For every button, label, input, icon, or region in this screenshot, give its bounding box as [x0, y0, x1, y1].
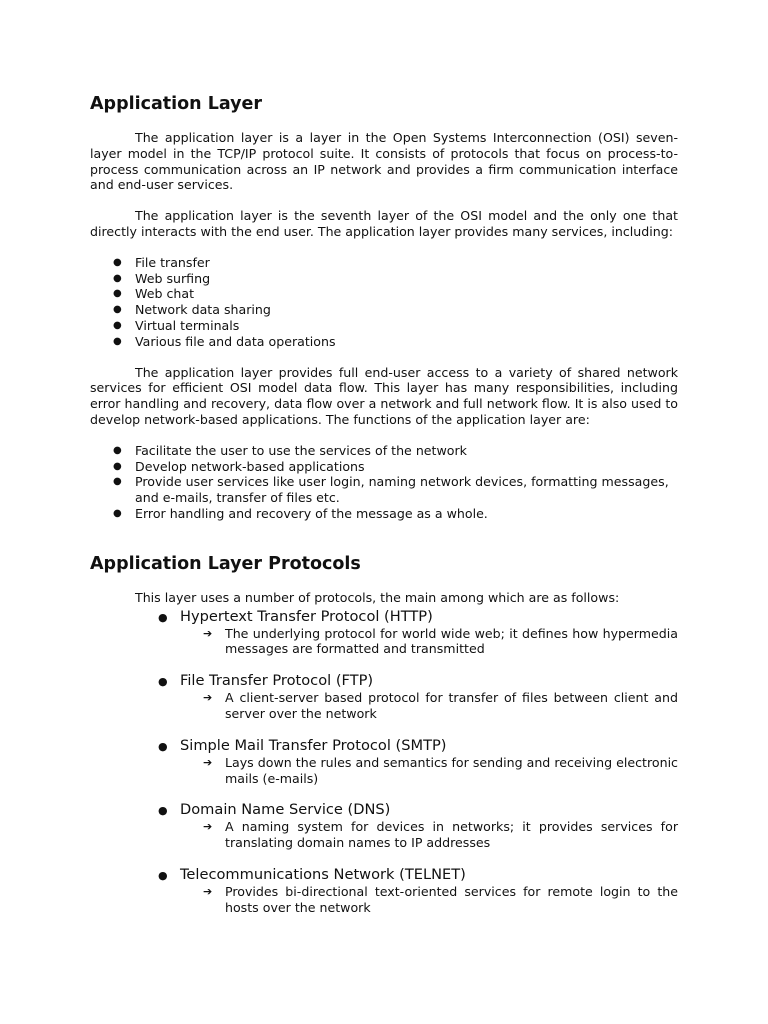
- bullet-icon: ●: [113, 460, 122, 472]
- list-item: [90, 318, 678, 334]
- protocol-description-text: A client-server based protocol for transfer of files between client and server over the network: [225, 690, 678, 721]
- arrow-right-icon: ➔: [203, 820, 213, 834]
- list-item-text: Various file and data operations: [135, 333, 336, 349]
- protocol-description-text: A naming system for devices in networks; it provides services for translating domain names to IP addresses: [225, 819, 678, 851]
- functions-list: [90, 443, 678, 522]
- list-item: [90, 506, 678, 522]
- protocol-description-text: Provides bi-directional text-oriented services for remote login to the hosts over the network: [225, 883, 678, 915]
- bullet-icon: ●: [113, 256, 122, 268]
- protocol-item-http: [90, 607, 678, 658]
- bullet-icon: ●: [158, 739, 168, 753]
- list-item-text: Web surfing: [135, 270, 211, 286]
- arrow-right-icon: ➔: [203, 884, 213, 898]
- bullet-icon: ●: [158, 804, 168, 818]
- list-item-text: Virtual terminals: [135, 317, 240, 333]
- protocol-name-text: Simple Mail Transfer Protocol (SMTP): [180, 736, 447, 754]
- protocol-item-ftp: [90, 671, 678, 722]
- list-item: [90, 271, 678, 287]
- bullet-icon: ●: [113, 304, 122, 316]
- bullet-icon: ●: [113, 335, 122, 347]
- arrow-right-icon: ➔: [203, 691, 213, 705]
- paragraph-intro: The application layer is a layer in the Open Systems Interconnection (OSI) seven-layer model in the TCP/IP protocol suite. It consists of protocols that focus on process-to-process communication across an IP network and provides a firm communication interface and end-user services.: [90, 130, 678, 193]
- bullet-icon: ●: [113, 444, 122, 456]
- protocol-description: [90, 884, 678, 916]
- bullet-icon: ●: [158, 675, 168, 689]
- section-title-application-layer: Application Layer: [90, 94, 263, 114]
- protocol-name-text: Hypertext Transfer Protocol (HTTP): [180, 607, 433, 625]
- list-item-text: Provide user services like user login, naming network devices, formatting messages, and e-mails, transfer of files etc.: [135, 474, 669, 506]
- list-item: [90, 302, 678, 318]
- protocol-name: [90, 736, 678, 755]
- bullet-icon: ●: [113, 288, 122, 300]
- services-list: [90, 255, 678, 350]
- list-item: [90, 459, 678, 475]
- section-title-protocols: Application Layer Protocols: [90, 553, 361, 574]
- bullet-icon: ●: [113, 319, 122, 331]
- bullet-icon: ●: [158, 868, 168, 882]
- bullet-icon: ●: [113, 476, 122, 488]
- protocol-name: [90, 607, 678, 626]
- protocol-name: [90, 671, 678, 690]
- protocol-item-smtp: [90, 736, 678, 787]
- bullet-icon: ●: [158, 610, 168, 624]
- list-item-text: Error handling and recovery of the message as a whole.: [135, 505, 488, 521]
- protocol-description-text: Lays down the rules and semantics for sending and receiving electronic mails (e-mails): [225, 754, 678, 786]
- protocol-name-text: File Transfer Protocol (FTP): [180, 672, 374, 690]
- arrow-right-icon: ➔: [203, 626, 213, 640]
- protocol-item-dns: [90, 800, 678, 851]
- list-item: [90, 255, 678, 271]
- list-item-text: Develop network-based applications: [135, 458, 365, 474]
- protocol-name-text: Domain Name Service (DNS): [180, 801, 391, 819]
- list-item: [90, 443, 678, 459]
- list-item-text: Network data sharing: [135, 302, 271, 318]
- list-item: [90, 286, 678, 302]
- protocol-description: [90, 626, 678, 658]
- bullet-icon: ●: [113, 272, 122, 284]
- protocol-item-telnet: [90, 865, 678, 916]
- paragraph-full-access: The application layer provides full end-user access to a variety of shared network services for efficient OSI model data flow. This layer has many responsibilities, including error handling and recovery, data flow over a network and full network flow. It is also used to develop network-based applications. The functions of the application layer are:: [90, 364, 678, 427]
- protocol-description: [90, 690, 678, 722]
- bullet-icon: ●: [113, 507, 122, 519]
- list-item: [90, 334, 678, 350]
- protocol-description-text: The underlying protocol for world wide web; it defines how hypermedia messages are formatted and transmitted: [225, 625, 678, 657]
- protocols-intro: This layer uses a number of protocols, the main among which are as follows:: [135, 589, 620, 605]
- protocol-name-text: Telecommunications Network (TELNET): [180, 865, 466, 883]
- document-content: [90, 92, 678, 930]
- list-item-text: File transfer: [135, 254, 210, 270]
- list-item-text: Web chat: [135, 286, 195, 302]
- protocol-description: [90, 755, 678, 787]
- protocol-description: [90, 819, 678, 851]
- list-item: [90, 474, 678, 506]
- arrow-right-icon: ➔: [203, 755, 213, 769]
- protocol-name: [90, 800, 678, 819]
- list-item-text: Facilitate the user to use the services of the network: [135, 442, 467, 458]
- paragraph-seventh-layer: The application layer is the seventh layer of the OSI model and the only one that directly interacts with the end user. The application layer provides many services, including:: [90, 208, 678, 239]
- protocol-name: [90, 865, 678, 884]
